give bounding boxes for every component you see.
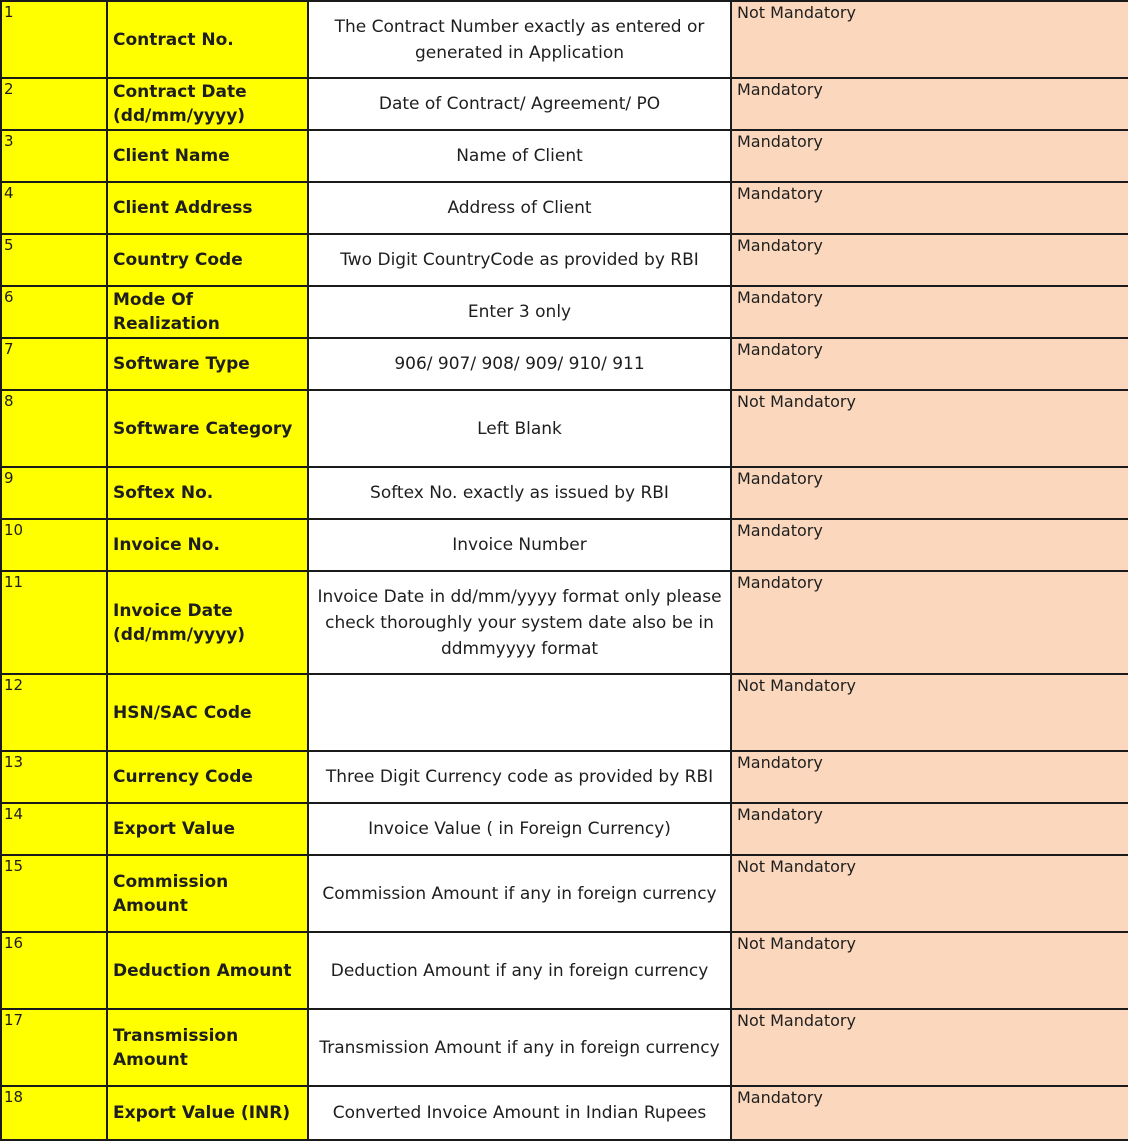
field-description (308, 674, 731, 751)
table-row (1, 674, 1128, 751)
table-row (1, 467, 1128, 519)
field-description: Softex No. exactly as issued by RBI (308, 467, 731, 519)
table-row (1, 751, 1128, 803)
field-name: Invoice No. (107, 519, 308, 571)
table-row (1, 932, 1128, 1009)
row-number: 7 (1, 338, 107, 390)
table-row (1, 182, 1128, 234)
mandatory-status: Mandatory (731, 519, 1128, 571)
field-description: Date of Contract/ Agreement/ PO (308, 78, 731, 130)
row-number: 3 (1, 130, 107, 182)
table-row (1, 1009, 1128, 1086)
table-row (1, 1086, 1128, 1140)
mandatory-status: Mandatory (731, 803, 1128, 855)
row-number: 12 (1, 674, 107, 751)
field-description: Converted Invoice Amount in Indian Rupees (308, 1086, 731, 1140)
mandatory-status: Not Mandatory (731, 932, 1128, 1009)
field-name: Transmission Amount (107, 1009, 308, 1086)
field-name: Softex No. (107, 467, 308, 519)
row-number: 13 (1, 751, 107, 803)
field-name: Mode Of Realization (107, 286, 308, 338)
mandatory-status: Mandatory (731, 571, 1128, 674)
row-number: 8 (1, 390, 107, 467)
field-description: Enter 3 only (308, 286, 731, 338)
field-name: Contract No. (107, 1, 308, 78)
field-description: Name of Client (308, 130, 731, 182)
field-description: Invoice Number (308, 519, 731, 571)
table-row (1, 338, 1128, 390)
mandatory-status: Not Mandatory (731, 1009, 1128, 1086)
field-name: Export Value (107, 803, 308, 855)
field-description: Left Blank (308, 390, 731, 467)
mandatory-status: Mandatory (731, 130, 1128, 182)
field-name: HSN/SAC Code (107, 674, 308, 751)
mandatory-status: Mandatory (731, 182, 1128, 234)
table-row (1, 855, 1128, 932)
field-name: Country Code (107, 234, 308, 286)
field-description: Address of Client (308, 182, 731, 234)
field-name: Client Name (107, 130, 308, 182)
row-number: 5 (1, 234, 107, 286)
row-number: 16 (1, 932, 107, 1009)
field-name: Export Value (INR) (107, 1086, 308, 1140)
table-row (1, 390, 1128, 467)
field-description: Two Digit CountryCode as provided by RBI (308, 234, 731, 286)
mandatory-status: Mandatory (731, 78, 1128, 130)
mandatory-status: Mandatory (731, 338, 1128, 390)
field-description: Invoice Value ( in Foreign Currency) (308, 803, 731, 855)
row-number: 15 (1, 855, 107, 932)
table-row (1, 803, 1128, 855)
mandatory-status: Not Mandatory (731, 390, 1128, 467)
mandatory-status: Mandatory (731, 234, 1128, 286)
row-number: 14 (1, 803, 107, 855)
mandatory-status: Mandatory (731, 1086, 1128, 1140)
field-name: Currency Code (107, 751, 308, 803)
table-row (1, 234, 1128, 286)
row-number: 2 (1, 78, 107, 130)
row-number: 10 (1, 519, 107, 571)
row-number: 17 (1, 1009, 107, 1086)
row-number: 6 (1, 286, 107, 338)
row-number: 11 (1, 571, 107, 674)
field-name: Contract Date (dd/mm/yyyy) (107, 78, 308, 130)
field-description: Transmission Amount if any in foreign currency (308, 1009, 731, 1086)
field-name: Commission Amount (107, 855, 308, 932)
field-description: Deduction Amount if any in foreign currency (308, 932, 731, 1009)
row-number: 1 (1, 1, 107, 78)
mandatory-status: Mandatory (731, 286, 1128, 338)
row-number: 4 (1, 182, 107, 234)
field-name: Software Category (107, 390, 308, 467)
table-row (1, 286, 1128, 338)
table-row (1, 78, 1128, 130)
mandatory-status: Mandatory (731, 751, 1128, 803)
table-row (1, 571, 1128, 674)
field-name: Deduction Amount (107, 932, 308, 1009)
field-description: Commission Amount if any in foreign currency (308, 855, 731, 932)
field-description: 906/ 907/ 908/ 909/ 910/ 911 (308, 338, 731, 390)
mandatory-status: Mandatory (731, 467, 1128, 519)
field-description: The Contract Number exactly as entered or generated in Application (308, 1, 731, 78)
field-name: Invoice Date (dd/mm/yyyy) (107, 571, 308, 674)
mandatory-status: Not Mandatory (731, 674, 1128, 751)
field-name: Software Type (107, 338, 308, 390)
mandatory-status: Not Mandatory (731, 855, 1128, 932)
table-row (1, 130, 1128, 182)
row-number: 9 (1, 467, 107, 519)
field-description: Three Digit Currency code as provided by RBI (308, 751, 731, 803)
field-name: Client Address (107, 182, 308, 234)
table-row (1, 1, 1128, 78)
table-row (1, 519, 1128, 571)
mandatory-status: Not Mandatory (731, 1, 1128, 78)
row-number: 18 (1, 1086, 107, 1140)
field-description: Invoice Date in dd/mm/yyyy format only please check thoroughly your system date also be in ddmmyyyy format (308, 571, 731, 674)
